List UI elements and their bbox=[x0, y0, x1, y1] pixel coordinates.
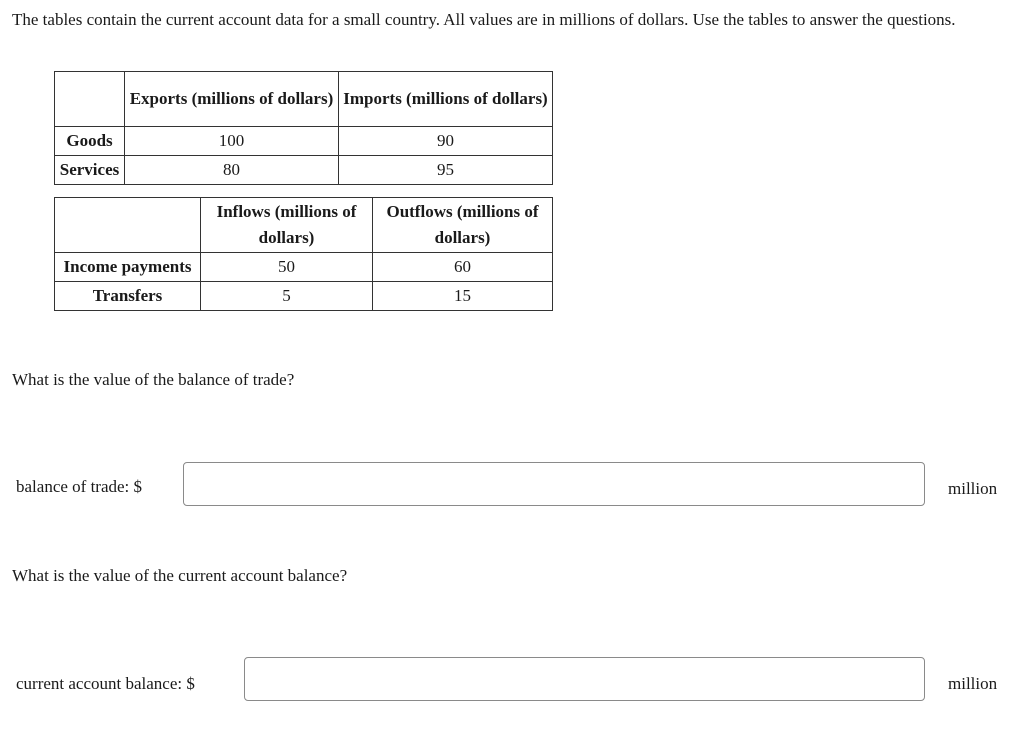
table-header-row bbox=[55, 198, 553, 253]
cell-income-outflows: 60 bbox=[373, 253, 553, 282]
cell-services-exports: 80 bbox=[125, 156, 339, 185]
table-header-imports: Imports (millions of dollars) bbox=[339, 72, 553, 127]
table-header-inflows: Inflows (millions of dollars) bbox=[201, 198, 373, 253]
cell-transfers-outflows: 15 bbox=[373, 282, 553, 311]
instructions-text: The tables contain the current account data for a small country. All values are in millions of dollars. Use the tables to answer the questions. bbox=[12, 10, 956, 29]
question-balance-of-trade: What is the value of the balance of trade? bbox=[12, 370, 295, 389]
balance-of-trade-input[interactable] bbox=[183, 462, 925, 506]
table-header-empty bbox=[55, 72, 125, 127]
table-row bbox=[55, 282, 553, 311]
table-row bbox=[55, 127, 553, 156]
question-current-account-balance: What is the value of the current account balance? bbox=[12, 566, 348, 585]
table-header-empty bbox=[55, 198, 201, 253]
row-label-transfers: Transfers bbox=[55, 282, 201, 311]
row-label-services: Services bbox=[55, 156, 125, 185]
trade-table bbox=[54, 71, 553, 185]
cell-transfers-inflows: 5 bbox=[201, 282, 373, 311]
cell-services-imports: 95 bbox=[339, 156, 553, 185]
row-label-goods: Goods bbox=[55, 127, 125, 156]
current-account-balance-unit: million bbox=[948, 674, 998, 693]
current-account-balance-label: current account balance: $ bbox=[16, 674, 195, 693]
income-table bbox=[54, 197, 553, 311]
table-row bbox=[55, 253, 553, 282]
cell-goods-imports: 90 bbox=[339, 127, 553, 156]
balance-of-trade-unit: million bbox=[948, 479, 998, 498]
table-header-outflows: Outflows (millions of dollars) bbox=[373, 198, 553, 253]
balance-of-trade-label: balance of trade: $ bbox=[16, 477, 143, 496]
row-label-income-payments: Income payments bbox=[55, 253, 201, 282]
cell-income-inflows: 50 bbox=[201, 253, 373, 282]
table-header-row bbox=[55, 72, 553, 127]
table-header-exports: Exports (millions of dollars) bbox=[125, 72, 339, 127]
current-account-balance-input[interactable] bbox=[244, 657, 925, 701]
cell-goods-exports: 100 bbox=[125, 127, 339, 156]
table-row bbox=[55, 156, 553, 185]
